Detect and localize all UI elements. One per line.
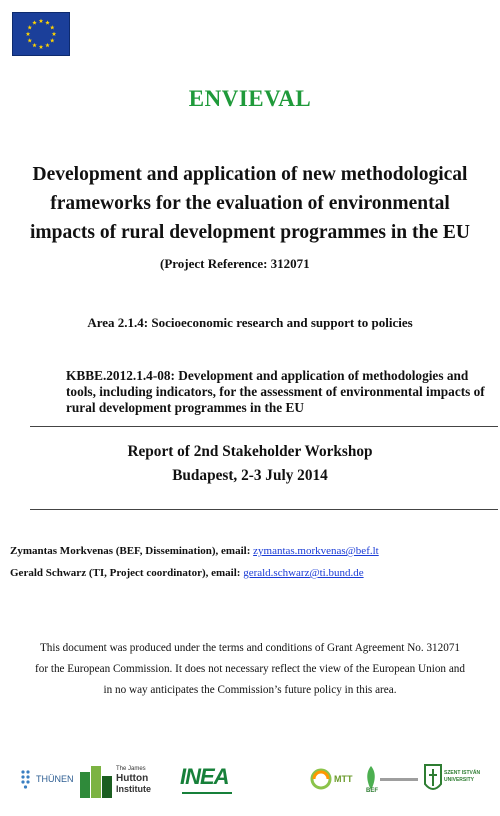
eu-star-icon: [50, 38, 55, 42]
eu-flag-icon: [12, 12, 70, 56]
bef-text-bar: [380, 778, 418, 781]
email-link[interactable]: gerald.schwarz@ti.bund.de: [243, 567, 364, 579]
kbbe-line: rural development programmes in the EU: [66, 400, 304, 415]
project-name: ENVIEVAL: [188, 86, 312, 111]
szent-istvan-logo: [424, 764, 484, 798]
email-link[interactable]: zymantas.morkvenas@bef.lt: [253, 545, 379, 557]
eu-star-icon: [32, 20, 37, 24]
thunen-dots-icon: [20, 769, 34, 791]
hutton-line2: Hutton: [116, 773, 149, 784]
document-title: [10, 160, 490, 247]
contact-line: [10, 545, 379, 557]
bef-leaf-icon: [364, 766, 378, 790]
disclaimer-line: This document was produced under the terms and conditions of Grant Agreement No. 312071: [39, 642, 461, 654]
contact-line: [10, 567, 364, 579]
mtt-swirl-icon: [310, 768, 332, 790]
mtt-label: MTT: [334, 774, 353, 784]
eu-star-icon: [27, 25, 32, 29]
title-line: Development and application of new methodological: [32, 164, 468, 185]
report-title: Report of 2nd Stakeholder Workshop: [127, 443, 373, 460]
hutton-line3: Institute: [116, 784, 151, 794]
hutton-logo: [80, 762, 166, 800]
eu-star-icon: [52, 32, 57, 36]
thunen-label: THÜNEN: [36, 774, 74, 784]
bef-label: BEF: [366, 788, 378, 794]
eu-star-icon: [39, 19, 44, 23]
szent-istvan-line2: UNIVERSITY: [444, 777, 475, 783]
eu-star-icon: [39, 45, 44, 49]
contact-text: Zymantas Morkvenas (BEF, Dissemination), email:: [10, 545, 254, 557]
thunen-logo: [20, 768, 80, 792]
disclaimer-line: for the European Commission. It does not necessary reflect the view of the European Union and: [35, 663, 465, 675]
kbbe-topic: [66, 368, 486, 416]
area-label: Area 2.1.4: Socioeconomic research and support to policies: [87, 315, 413, 330]
divider-top: [30, 426, 498, 427]
contact-text: Gerald Schwarz (TI, Project coordinator), email:: [10, 567, 244, 579]
eu-star-icon: [45, 43, 50, 47]
kbbe-line: tools, including indicators, for the assessment of environmental impacts of: [66, 384, 485, 399]
eu-star-icon: [45, 20, 50, 24]
hutton-line1: The James: [116, 766, 146, 772]
eu-star-icon: [27, 38, 32, 42]
disclaimer: [14, 638, 486, 701]
report-place-date: Budapest, 2-3 July 2014: [172, 467, 328, 484]
title-line: frameworks for the evaluation of environmental: [50, 193, 450, 214]
inea-underline: [182, 792, 232, 794]
disclaimer-line: in no way anticipates the Commission’s future policy in this area.: [103, 684, 397, 696]
inea-logo: [180, 764, 236, 800]
title-line: impacts of rural development programmes in the EU: [30, 222, 470, 243]
kbbe-line: KBBE.2012.1.4-08: Development and application of methodologies and: [66, 368, 469, 383]
eu-star-icon: [32, 43, 37, 47]
eu-star-icon: [50, 25, 55, 29]
hutton-emblem-icon: [80, 762, 114, 798]
divider-bottom: [30, 509, 498, 510]
szent-istvan-line1: SZENT ISTVÁN: [444, 770, 481, 776]
inea-label: INEA: [180, 764, 229, 789]
eu-star-icon: [26, 32, 31, 36]
project-reference: (Project Reference: 312071: [160, 256, 310, 271]
mtt-logo: [310, 766, 360, 794]
szent-istvan-crest-icon: [424, 764, 442, 794]
bef-logo: [364, 766, 420, 796]
